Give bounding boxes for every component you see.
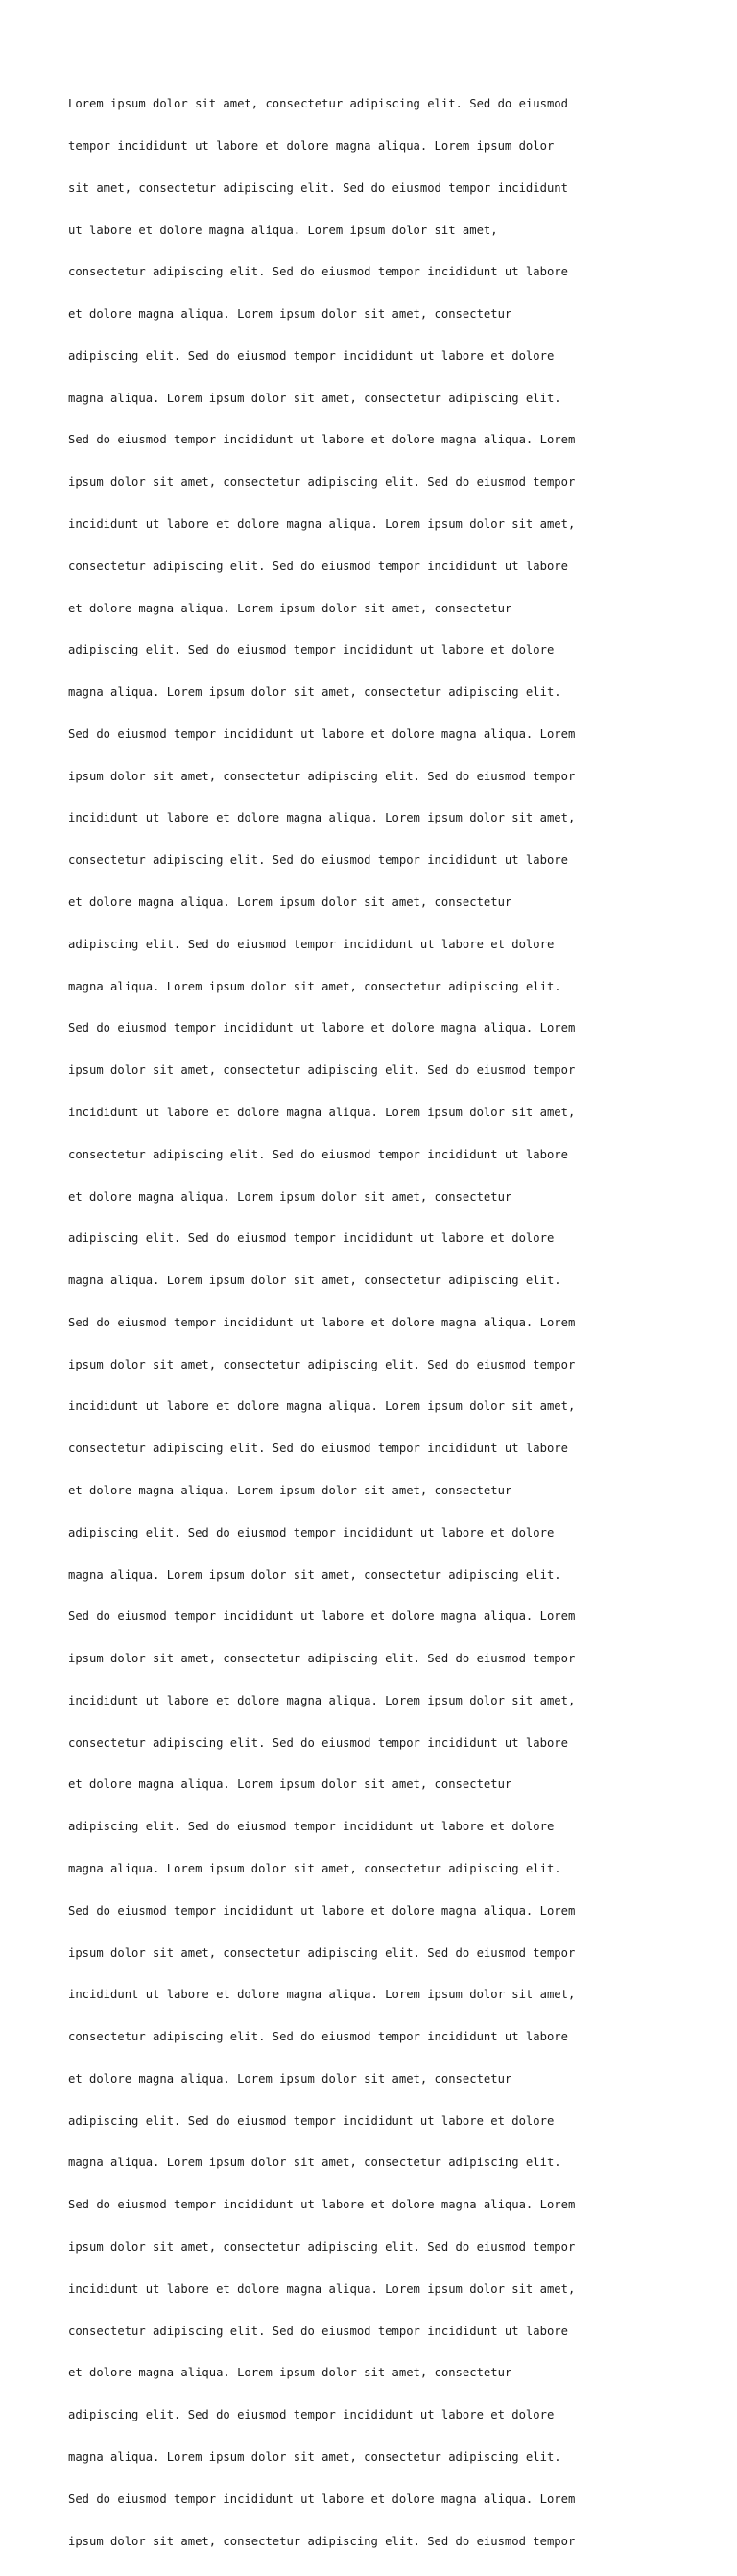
text-line: magna aliqua. Lorem ipsum dolor sit amet, consectetur adipiscing elit. (68, 1862, 561, 1875)
text-line: tempor incididunt ut labore et dolore magna aliqua. Lorem ipsum dolor (68, 138, 555, 153)
text-line: consectetur adipiscing elit. Sed do eiusmod tempor incididunt ut labore (68, 265, 568, 279)
text-line: Sed do eiusmod tempor incididunt ut labore et dolore magna aliqua. Lorem (68, 1903, 576, 1918)
text-line: magna aliqua. Lorem ipsum dolor sit amet, consectetur adipiscing elit. (68, 685, 561, 700)
text-line: ipsum dolor sit amet, consectetur adipiscing elit. Sed do eiusmod tempor (68, 2534, 576, 2548)
text-line: adipiscing elit. Sed do eiusmod tempor incididunt ut labore et dolore (68, 643, 555, 657)
text-line: consectetur adipiscing elit. Sed do eiusmod tempor incididunt ut labore (68, 1442, 568, 1456)
text-line: incididunt ut labore et dolore magna aliqua. Lorem ipsum dolor sit amet, (68, 1988, 576, 2002)
text-line: consectetur adipiscing elit. Sed do eiusmod tempor incididunt ut labore (68, 1735, 568, 1750)
text-line: adipiscing elit. Sed do eiusmod tempor incididunt ut labore et dolore (68, 348, 555, 363)
text-line: incididunt ut labore et dolore magna aliqua. Lorem ipsum dolor sit amet, (68, 1105, 576, 1119)
text-line: et dolore magna aliqua. Lorem ipsum dolor sit amet, consectetur (68, 2071, 512, 2086)
text-line: adipiscing elit. Sed do eiusmod tempor incididunt ut labore et dolore (68, 2408, 555, 2422)
body-text (68, 69, 663, 2576)
text-line: et dolore magna aliqua. Lorem ipsum dolor sit amet, consectetur (68, 895, 512, 910)
text-line: et dolore magna aliqua. Lorem ipsum dolor sit amet, consectetur (68, 307, 512, 322)
text-line: ut labore et dolore magna aliqua. Lorem ipsum dolor sit amet, (68, 223, 498, 237)
text-line: consectetur adipiscing elit. Sed do eiusmod tempor incididunt ut labore (68, 2324, 568, 2338)
text-line: incididunt ut labore et dolore magna aliqua. Lorem ipsum dolor sit amet, (68, 811, 576, 825)
text-line: ipsum dolor sit amet, consectetur adipiscing elit. Sed do eiusmod tempor (68, 1652, 576, 1666)
text-line: ipsum dolor sit amet, consectetur adipiscing elit. Sed do eiusmod tempor (68, 2240, 576, 2254)
text-line: ipsum dolor sit amet, consectetur adipiscing elit. Sed do eiusmod tempor (68, 1357, 576, 1371)
text-line: et dolore magna aliqua. Lorem ipsum dolor sit amet, consectetur (68, 1777, 512, 1792)
text-line: et dolore magna aliqua. Lorem ipsum dolor sit amet, consectetur (68, 601, 512, 615)
text-line: consectetur adipiscing elit. Sed do eiusmod tempor incididunt ut labore (68, 853, 568, 868)
text-line: adipiscing elit. Sed do eiusmod tempor incididunt ut labore et dolore (68, 1820, 555, 1834)
text-line: magna aliqua. Lorem ipsum dolor sit amet, consectetur adipiscing elit. (68, 1567, 561, 1582)
text-line: incididunt ut labore et dolore magna aliqua. Lorem ipsum dolor sit amet, (68, 517, 576, 531)
text-line: consectetur adipiscing elit. Sed do eiusmod tempor incididunt ut labore (68, 2030, 568, 2044)
text-line: Sed do eiusmod tempor incididunt ut labore et dolore magna aliqua. Lorem (68, 727, 576, 741)
text-line: incididunt ut labore et dolore magna aliqua. Lorem ipsum dolor sit amet, (68, 1399, 576, 1414)
text-line: ipsum dolor sit amet, consectetur adipiscing elit. Sed do eiusmod tempor (68, 1945, 576, 1960)
text-line: ipsum dolor sit amet, consectetur adipiscing elit. Sed do eiusmod tempor (68, 1063, 576, 1078)
text-line: Sed do eiusmod tempor incididunt ut labore et dolore magna aliqua. Lorem (68, 2492, 576, 2506)
text-line: adipiscing elit. Sed do eiusmod tempor incididunt ut labore et dolore (68, 937, 555, 951)
text-line: incididunt ut labore et dolore magna aliqua. Lorem ipsum dolor sit amet, (68, 1693, 576, 1707)
text-line: sit amet, consectetur adipiscing elit. Sed do eiusmod tempor incididunt (68, 180, 568, 195)
text-line: Sed do eiusmod tempor incididunt ut labore et dolore magna aliqua. Lorem (68, 433, 576, 447)
text-line: adipiscing elit. Sed do eiusmod tempor incididunt ut labore et dolore (68, 2113, 555, 2128)
text-line: Sed do eiusmod tempor incididunt ut labore et dolore magna aliqua. Lorem (68, 2198, 576, 2212)
text-line: Sed do eiusmod tempor incididunt ut labore et dolore magna aliqua. Lorem (68, 1021, 576, 1036)
text-line: magna aliqua. Lorem ipsum dolor sit amet, consectetur adipiscing elit. (68, 2449, 561, 2464)
text-line: adipiscing elit. Sed do eiusmod tempor incididunt ut labore et dolore (68, 1525, 555, 1539)
text-line: magna aliqua. Lorem ipsum dolor sit amet, consectetur adipiscing elit. (68, 391, 561, 405)
text-line: magna aliqua. Lorem ipsum dolor sit amet, consectetur adipiscing elit. (68, 1274, 561, 1288)
text-line: adipiscing elit. Sed do eiusmod tempor incididunt ut labore et dolore (68, 1231, 555, 1246)
text-line: incididunt ut labore et dolore magna aliqua. Lorem ipsum dolor sit amet, (68, 2281, 576, 2296)
text-line: et dolore magna aliqua. Lorem ipsum dolor sit amet, consectetur (68, 1483, 512, 1497)
text-line: consectetur adipiscing elit. Sed do eiusmod tempor incididunt ut labore (68, 1147, 568, 1161)
text-line: ipsum dolor sit amet, consectetur adipiscing elit. Sed do eiusmod tempor (68, 769, 576, 783)
text-line: Lorem ipsum dolor sit amet, consectetur adipiscing elit. Sed do eiusmod (68, 97, 568, 111)
text-line: consectetur adipiscing elit. Sed do eiusmod tempor incididunt ut labore (68, 559, 568, 573)
text-line: et dolore magna aliqua. Lorem ipsum dolor sit amet, consectetur (68, 1189, 512, 1204)
text-line: et dolore magna aliqua. Lorem ipsum dolor sit amet, consectetur (68, 2366, 512, 2380)
text-line: Sed do eiusmod tempor incididunt ut labore et dolore magna aliqua. Lorem (68, 1315, 576, 1329)
text-line: magna aliqua. Lorem ipsum dolor sit amet, consectetur adipiscing elit. (68, 2156, 561, 2170)
text-line: Sed do eiusmod tempor incididunt ut labore et dolore magna aliqua. Lorem (68, 1610, 576, 1624)
text-line: magna aliqua. Lorem ipsum dolor sit amet, consectetur adipiscing elit. (68, 979, 561, 993)
text-line: ipsum dolor sit amet, consectetur adipiscing elit. Sed do eiusmod tempor (68, 475, 576, 489)
